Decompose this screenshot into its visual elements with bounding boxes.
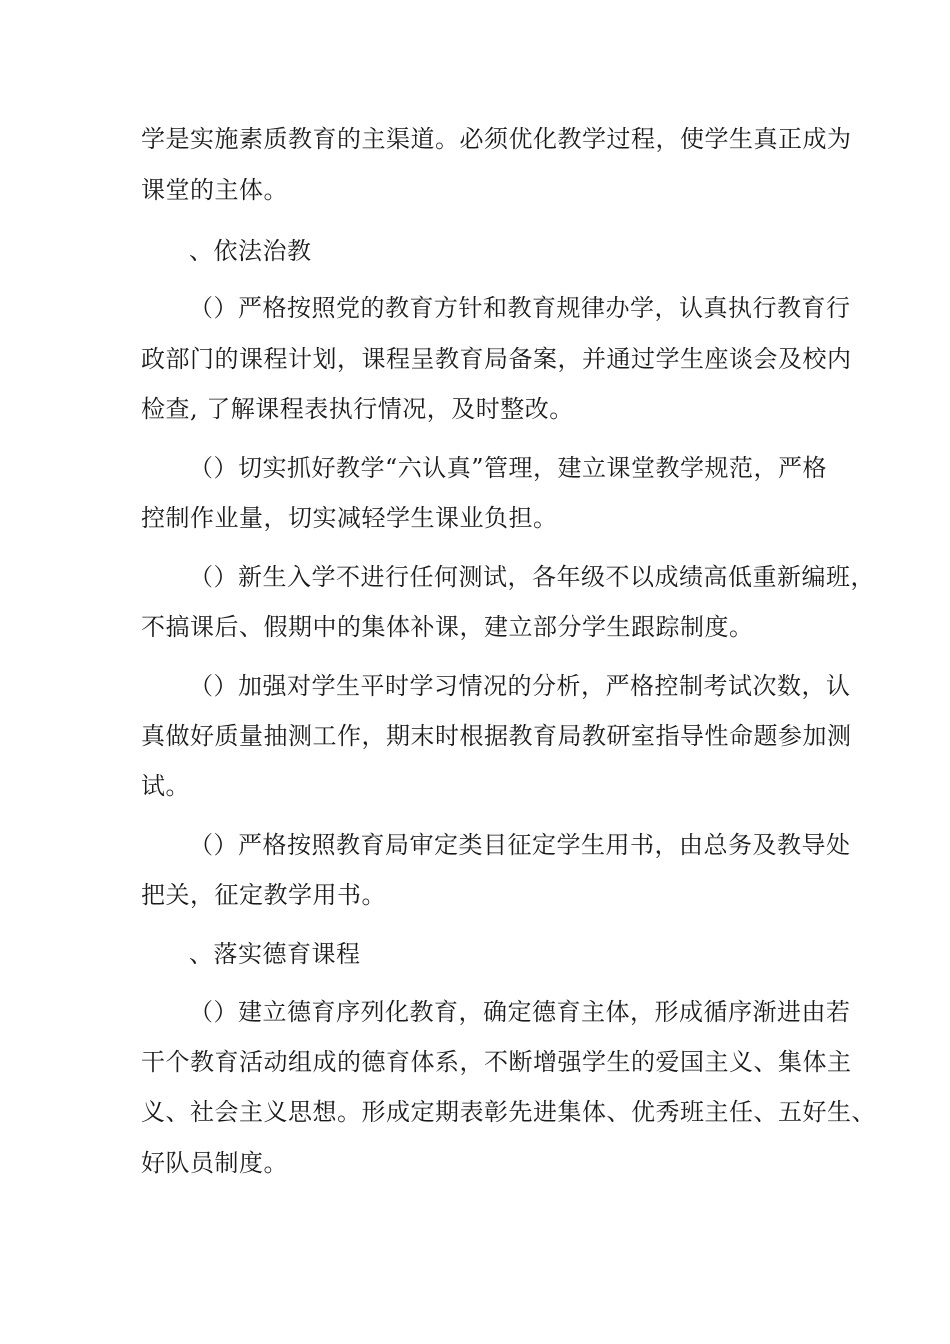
paragraph-line: 义、社会主义思想。形成定期表彰先进集体、优秀班主任、五好生、 [141,1098,876,1126]
paragraph-line: （）切实抓好教学“六认真”管理，建立课堂教学规范，严格 [189,454,828,482]
paragraph-line: （）新生入学不进行任何测试，各年级不以成绩高低重新编班， [189,563,875,591]
paragraph-line: 政部门的课程计划，课程呈教育局备案，并通过学生座谈会及校内 [141,345,852,373]
paragraph-line: （）严格按照教育局审定类目征定学生用书，由总务及教导处 [189,831,851,859]
paragraph-line: 试。 [141,772,190,800]
paragraph-line: 把关，征定教学用书。 [141,881,386,909]
paragraph-line: 学是实施素质教育的主渠道。必须优化教学过程，使学生真正成为 [141,125,852,153]
paragraph-line: （）严格按照党的教育方针和教育规律办学，认真执行教育行 [189,294,851,322]
paragraph-line: 控制作业量，切实减轻学生课业负担。 [141,504,558,532]
paragraph-line: 课堂的主体。 [141,176,288,204]
paragraph-line: 真做好质量抽测工作，期末时根据教育局教研室指导性命题参加测 [141,722,852,750]
section-heading: 、落实德育课程 [189,940,361,968]
paragraph-line: 不搞课后、假期中的集体补课，建立部分学生跟踪制度。 [141,613,754,641]
paragraph-line: 好队员制度。 [141,1149,288,1177]
paragraph-line: （）建立德育序列化教育，确定德育主体，形成循序渐进由若 [189,998,851,1026]
paragraph-line: 检查, 了解课程表执行情况，及时整改。 [141,395,574,423]
paragraph-line: （）加强对学生平时学习情况的分析，严格控制考试次数，认 [189,672,851,700]
paragraph-line: 干个教育活动组成的德育体系，不断增强学生的爱国主义、集体主 [141,1048,852,1076]
section-heading: 、依法治教 [189,237,312,265]
